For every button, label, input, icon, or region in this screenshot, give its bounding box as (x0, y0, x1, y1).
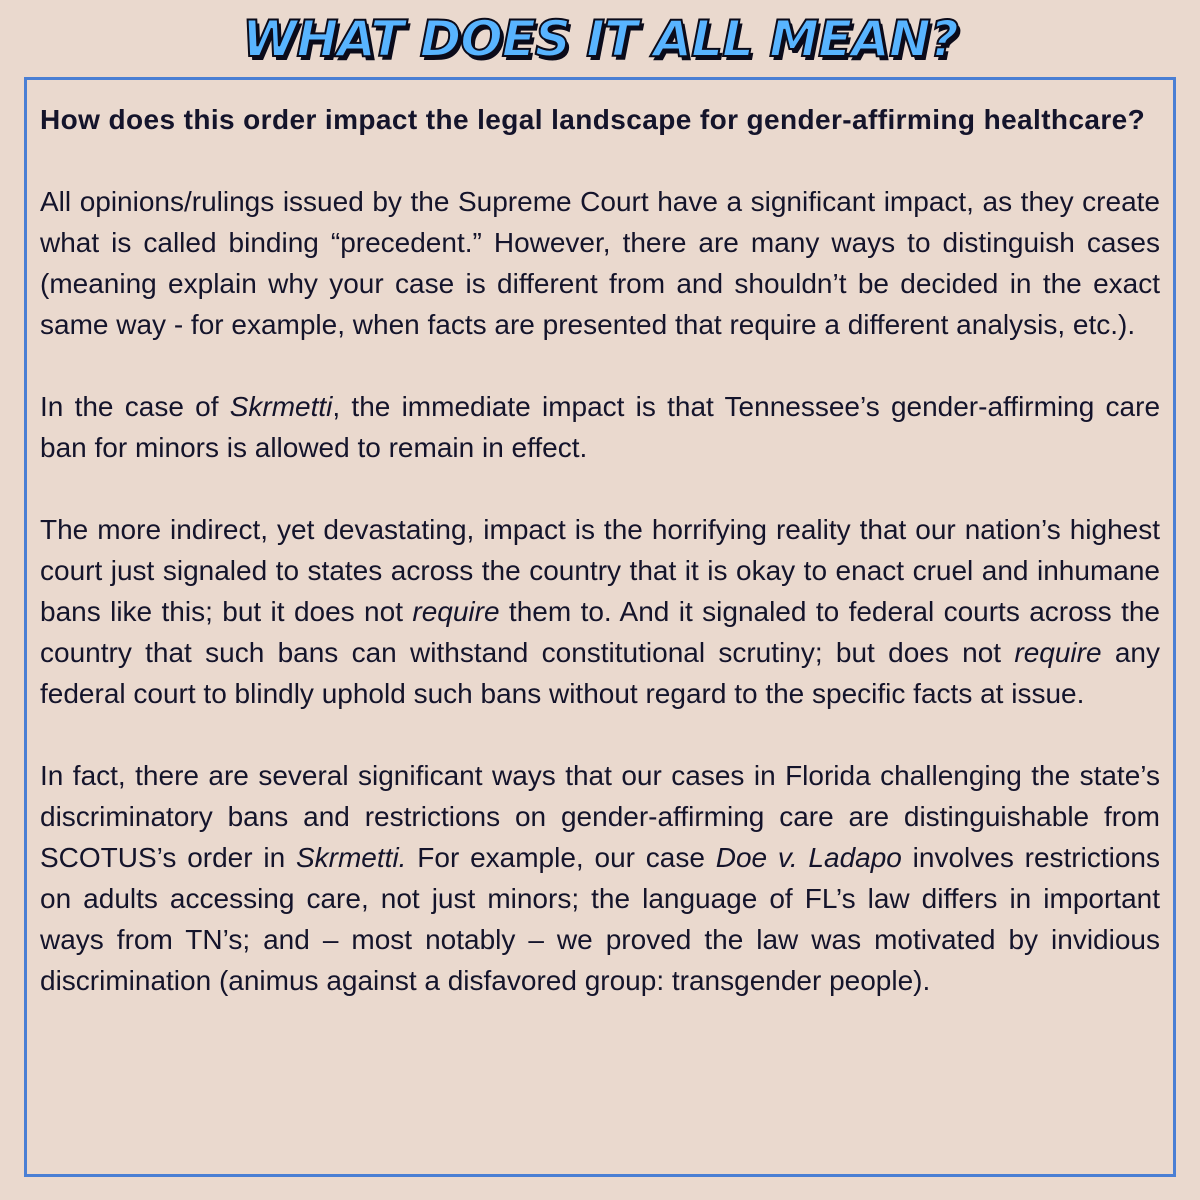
text-run: involves restrictions on adults accessing care, not just minors; the language of FL’s law differs in important ways from TN’s; and – most notably – we proved the law was motivated by invidious discrimination (animus against a disfavored group: transgender people). (40, 842, 1161, 996)
text-run: them to. And it signaled to federal courts across the country that such bans can withstand constitutional scrutiny; but does not (40, 596, 1160, 668)
paragraph-precedent: All opinions/rulings issued by the Supreme Court have a significant impact, as they create what is called binding “precedent.” However, there are many ways to distinguish cases (meaning explain why your case is different from and shouldn’t be decided in the exact same way - for example, when facts are presented that require a different analysis, etc.). (40, 186, 1160, 340)
text-run: The more indirect, yet devastating, impact is the horrifying reality that our nation’s highest court just signaled to states across the country that it is okay to enact cruel and inhumane bans like this; but it does not (40, 514, 1160, 627)
emphasis-require: require (412, 596, 500, 627)
text-run: For example, our case (406, 842, 716, 873)
case-name-doe-v-ladapo: Doe v. Ladapo (715, 842, 902, 873)
question-heading: How does this order impact the legal landscape for gender-affirming healthcare? (40, 104, 1146, 135)
case-name-skrmetti: Skrmetti. (295, 842, 407, 873)
text-run: In the case of (40, 391, 230, 422)
emphasis-require: require (1014, 637, 1102, 668)
paragraph-immediate-impact (40, 386, 1160, 468)
paragraph-indirect-impact (40, 509, 1160, 714)
text-run: , the immediate impact is that Tennessee’s gender-affirming care ban for minors is allowed to remain in effect. (40, 391, 1161, 463)
text-run: In fact, there are several significant ways that our cases in Florida challenging the state’s discriminatory bans and restrictions on gender-affirming care are distinguishable from SCOTUS’s order in (40, 760, 1160, 873)
page-title: WHAT DOES IT ALL MEAN? (242, 10, 958, 68)
text-run: any federal court to blindly uphold such bans without regard to the specific facts at issue. (40, 637, 1160, 709)
case-name-skrmetti: Skrmetti (229, 391, 333, 422)
paragraph-florida-cases (40, 755, 1160, 1001)
content-panel (24, 77, 1176, 1177)
